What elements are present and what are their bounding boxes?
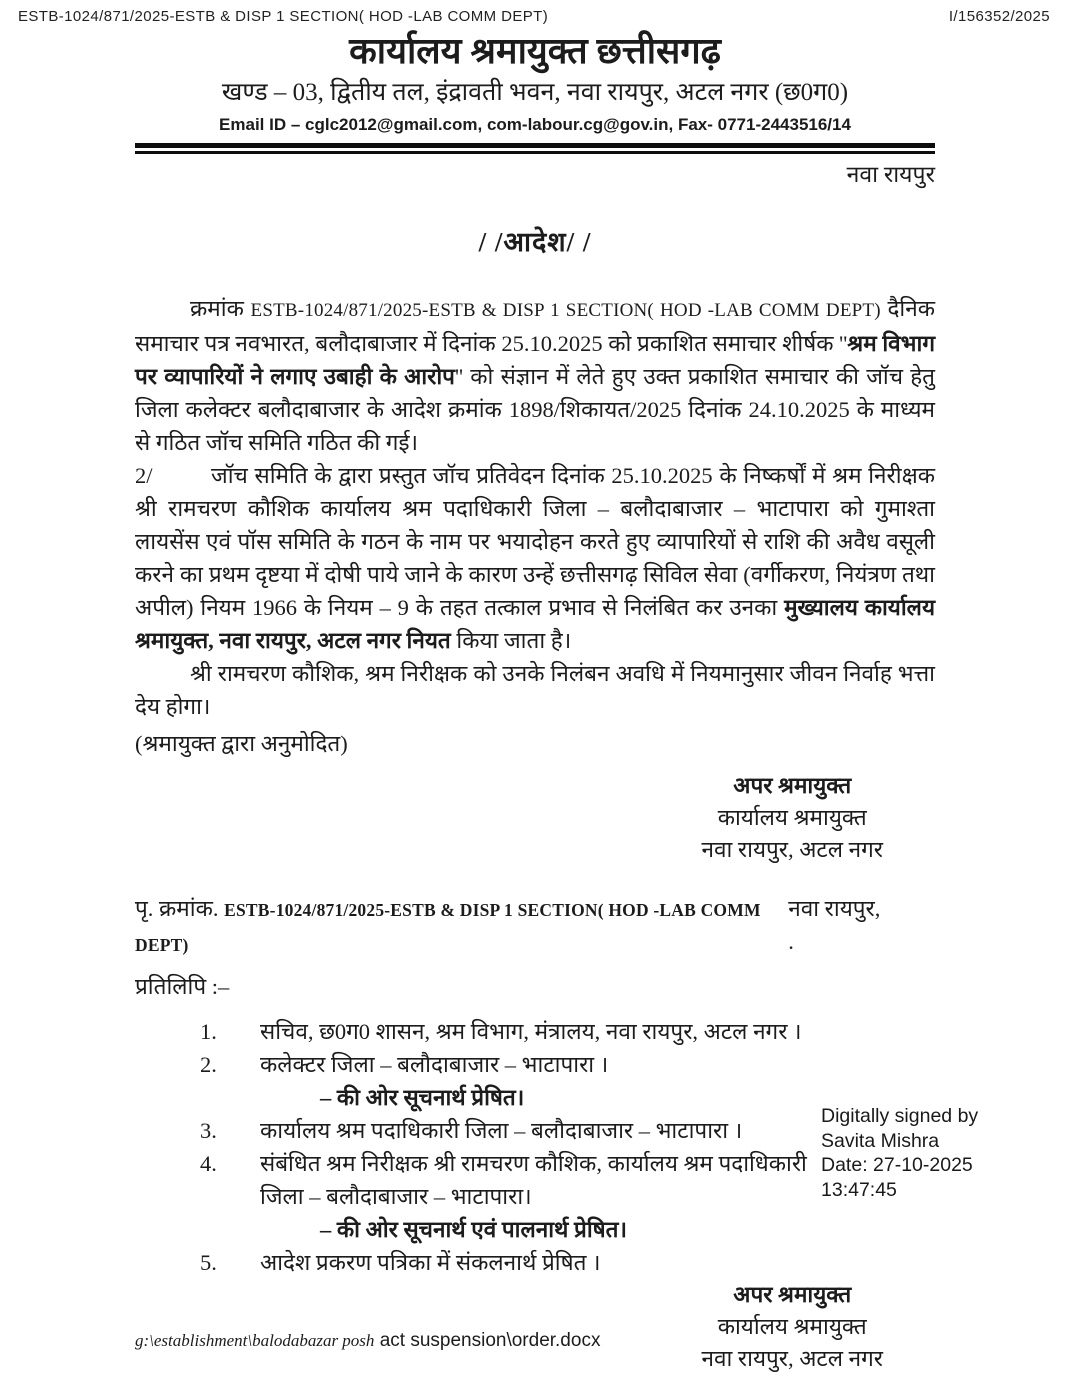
- para1-text-mid: दैनिक समाचार पत्र नवभारत, बलौदाबाजार में दिनांक 25.10.2025 को प्रकाशित समाचार शीर्षक '': [135, 296, 936, 356]
- document-id: I/156352/2025: [948, 8, 1050, 25]
- signatory-place: नवा रायपुर, अटल नगर: [701, 837, 883, 862]
- endorsement-prefix: पृ. क्रमांक.: [135, 896, 219, 921]
- para2-text-end: किया जाता है।: [450, 628, 572, 653]
- file-reference: ESTB-1024/871/2025-ESTB & DISP 1 SECTION( HOD -LAB COMM DEPT): [18, 8, 549, 25]
- order-heading: / /आदेश/ /: [478, 227, 592, 257]
- endorsement-line: [135, 892, 935, 962]
- copy-item-text: कलेक्टर जिला – बलौदाबाजार – भाटापारा ।: [260, 1052, 609, 1077]
- copy-item-3: [135, 1114, 935, 1147]
- digital-signature-line1: Digitally signed by: [821, 1105, 979, 1127]
- digital-signature-signer: Savita Mishra: [821, 1129, 940, 1152]
- copy-item-number: 5.: [200, 1250, 217, 1275]
- copies-label: प्रतिलिपि :–: [135, 974, 230, 999]
- copy-list: [135, 1015, 935, 1279]
- copy-item-4: [135, 1147, 935, 1246]
- signatory-office: कार्यालय श्रमायुक्त: [717, 1314, 867, 1339]
- copy-item-number: 4.: [200, 1151, 217, 1176]
- order-paragraph-2: [135, 459, 935, 657]
- para2-text-start: जॉच समिति के द्वारा प्रस्तुत जॉच प्रतिवेदन दिनांक 25.10.2025 के निष्कर्षों में श्रम निरीक्षक श्री रामचरण कौशिक कार्यालय श्रम पदाधिकारी जिला – बलौदाबाजार – भाटापारा को गुमाश्ता लायसेंस एवं पॉस समिति के गठन के नाम पर भयादोहन करते हुए व्यापारियों से राशि की अवैध वसूली करने का प्रथम दृष्टया में दोषी पाये जाने के कारण उन्हें छत्तीसगढ़ सिविल सेवा (वर्गीकरण, नियंत्रण तथा अपील) नियम 1966 के नियम – 9 के तहत तत्काल प्रभाव से निलंबित कर उनका: [135, 463, 935, 620]
- file-path-italic: g:\establishment\balodabazar posh: [135, 1331, 375, 1350]
- order-paragraph-3: श्री रामचरण कौशिक, श्रम निरीक्षक को उनके निलंबन अवधि में नियमानुसार जीवन निर्वाह भत्ता देय होगा।: [135, 661, 935, 719]
- office-contact: Email ID – cglc2012@gmail.com, com-labour.cg@gov.in, Fax- 0771-2443516/14: [219, 115, 851, 134]
- signature-block-bottom: [701, 1279, 883, 1375]
- copy-item-text-line2: जिला – बलौदाबाजार – भाटापारा।: [260, 1184, 532, 1209]
- header-divider: [135, 143, 935, 154]
- order-paragraph-1: [135, 292, 935, 459]
- copy-item-1: [135, 1015, 935, 1048]
- para2-headquarters-bold: मुख्यालय कार्यालय श्रमायुक्त, नवा रायपुर, अटल नगर नियत: [135, 595, 935, 653]
- copy-item-number: 3.: [200, 1118, 217, 1143]
- copy-item-number: 1.: [200, 1019, 217, 1044]
- document-content: [135, 27, 935, 1375]
- signatory-office: कार्यालय श्रमायुक्त: [717, 805, 867, 830]
- approved-note: (श्रमायुक्त द्वारा अनुमोदित): [135, 731, 348, 756]
- digital-signature-time: 13:47:45: [821, 1178, 897, 1201]
- copy-item-text: सचिव, छ0ग0 शासन, श्रम विभाग, मंत्रालय, नवा रायपुर, अटल नगर ।: [260, 1019, 802, 1044]
- endorsement-reference: [135, 892, 788, 962]
- para1-text-end: '' को संज्ञान में लेते हुए उक्त प्रकाशित समाचार की जॉच हेतु जिला कलेक्टर बलौदाबाजार के आदेश क्रमांक 1898/शिकायत/2025 दिनांक 24.10.2025 के माध्यम से गठित जॉच समिति गठित की गई।: [135, 364, 935, 455]
- document-file-path: [135, 1330, 600, 1352]
- copy-item-number: 2.: [200, 1052, 217, 1077]
- place-line: नवा रायपुर: [846, 162, 935, 187]
- signatory-designation: अपर श्रमायुक्त: [733, 1282, 852, 1307]
- copy-item-text: संबंधित श्रम निरीक्षक श्री रामचरण कौशिक, कार्यालय श्रम पदाधिकारी: [260, 1151, 807, 1176]
- para1-file-reference: ESTB-1024/871/2025-ESTB & DISP 1 SECTION( HOD -LAB COMM DEPT): [250, 300, 881, 321]
- para1-news-headline: श्रम विभाग पर व्यापारियों ने लगाए उबाही के आरोप: [135, 331, 935, 389]
- para2-number: 2/: [135, 463, 153, 488]
- digital-signature-stamp: [821, 1104, 978, 1202]
- endorsement-place: नवा रायपुर, .: [788, 896, 881, 954]
- copy-item-5: [135, 1246, 935, 1279]
- copy-item-text: आदेश प्रकरण पत्रिका में संकलनार्थ प्रेषित ।: [260, 1250, 601, 1275]
- signatory-place: नवा रायपुर, अटल नगर: [701, 1346, 883, 1371]
- digital-signature-date: Date: 27-10-2025: [821, 1154, 973, 1176]
- signature-block-top: [701, 770, 883, 866]
- office-address: खण्ड – 03, द्वितीय तल, इंद्रावती भवन, नवा रायपुर, अटल नगर (छ0ग0): [221, 79, 849, 106]
- file-path-rest: act suspension\order.docx: [374, 1330, 601, 1351]
- copy-item-2: [135, 1048, 935, 1114]
- para1-text-start: क्रमांक: [190, 296, 251, 321]
- copy-item-text: कार्यालय श्रम पदाधिकारी जिला – बलौदाबाजार – भाटापारा ।: [260, 1118, 743, 1143]
- copy-item-note: – की ओर सूचनार्थ प्रेषित।: [320, 1085, 525, 1110]
- copy-item-note: – की ओर सूचनार्थ एवं पालनार्थ प्रेषित।: [320, 1217, 628, 1242]
- endorsement-file-reference: ESTB-1024/871/2025-ESTB & DISP 1 SECTION( HOD -LAB COMM DEPT): [135, 900, 761, 955]
- office-title: कार्यालय श्रमायुक्त छत्तीसगढ़: [349, 31, 721, 71]
- signatory-designation: अपर श्रमायुक्त: [733, 773, 852, 798]
- top-reference-row: [18, 8, 1050, 25]
